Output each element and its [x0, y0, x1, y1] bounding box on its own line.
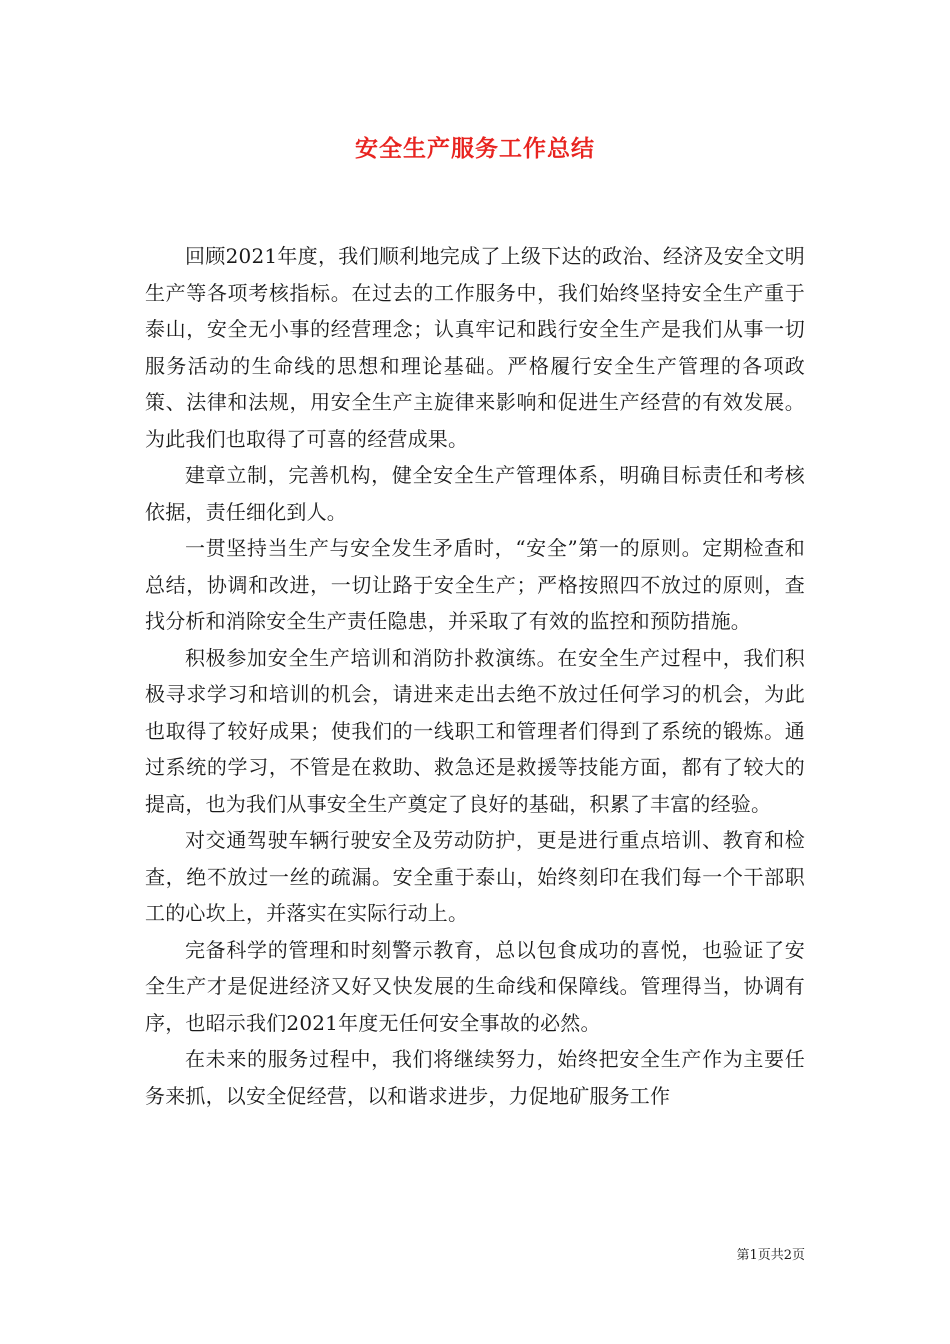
- paragraph-2: 建章立制，完善机构，健全安全生产管理体系，明确目标责任和考核依据，责任细化到人。: [145, 463, 805, 524]
- paragraph-3: 一贯坚持当生产与安全发生矛盾时，“安全”第一的原则。定期检查和总结，协调和改进，一切让路于安全生产；严格按照四不放过的原则，查找分析和消除安全生产责任隐患，并采取了有效的监控和预防措施。: [145, 536, 805, 633]
- document-body: [145, 238, 805, 1114]
- page-number: 第1页共2页: [736, 1248, 805, 1263]
- document-title: 安全生产服务工作总结: [355, 136, 595, 162]
- paragraph-7: 在未来的服务过程中，我们将继续努力，始终把安全生产作为主要任务来抓，以安全促经营，以和谐求进步，力促地矿服务工作: [145, 1047, 805, 1108]
- paragraph-6: 完备科学的管理和时刻警示教育，总以包食成功的喜悦，也验证了安全生产才是促进经济又好又快发展的生命线和保障线。管理得当，协调有序，也昭示我们2021年度无任何安全事故的必然。: [145, 937, 805, 1035]
- paragraph-5: 对交通驾驶车辆行驶安全及劳动防护，更是进行重点培训、教育和检查，绝不放过一丝的疏漏。安全重于泰山，始终刻印在我们每一个干部职工的心坎上，并落实在实际行动上。: [145, 828, 805, 925]
- paragraph-4: 积极参加安全生产培训和消防扑救演练。在安全生产过程中，我们积极寻求学习和培训的机会，请进来走出去绝不放过任何学习的机会，为此也取得了较好成果；使我们的一线职工和管理者们得到了系统的锻炼。通过系统的学习，不管是在救助、救急还是救援等技能方面，都有了较大的提高，也为我们从事安全生产奠定了良好的基础，积累了丰富的经验。: [145, 645, 805, 816]
- paragraph-1: 回顾2021年度，我们顺利地完成了上级下达的政治、经济及安全文明生产等各项考核指标。在过去的工作服务中，我们始终坚持安全生产重于泰山，安全无小事的经营理念；认真牢记和践行安全生产是我们从事一切服务活动的生命线的思想和理论基础。严格履行安全生产管理的各项政策、法律和法规，用安全生产主旋律来影响和促进生产经营的有效发展。为此我们也取得了可喜的经营成果。: [145, 244, 805, 451]
